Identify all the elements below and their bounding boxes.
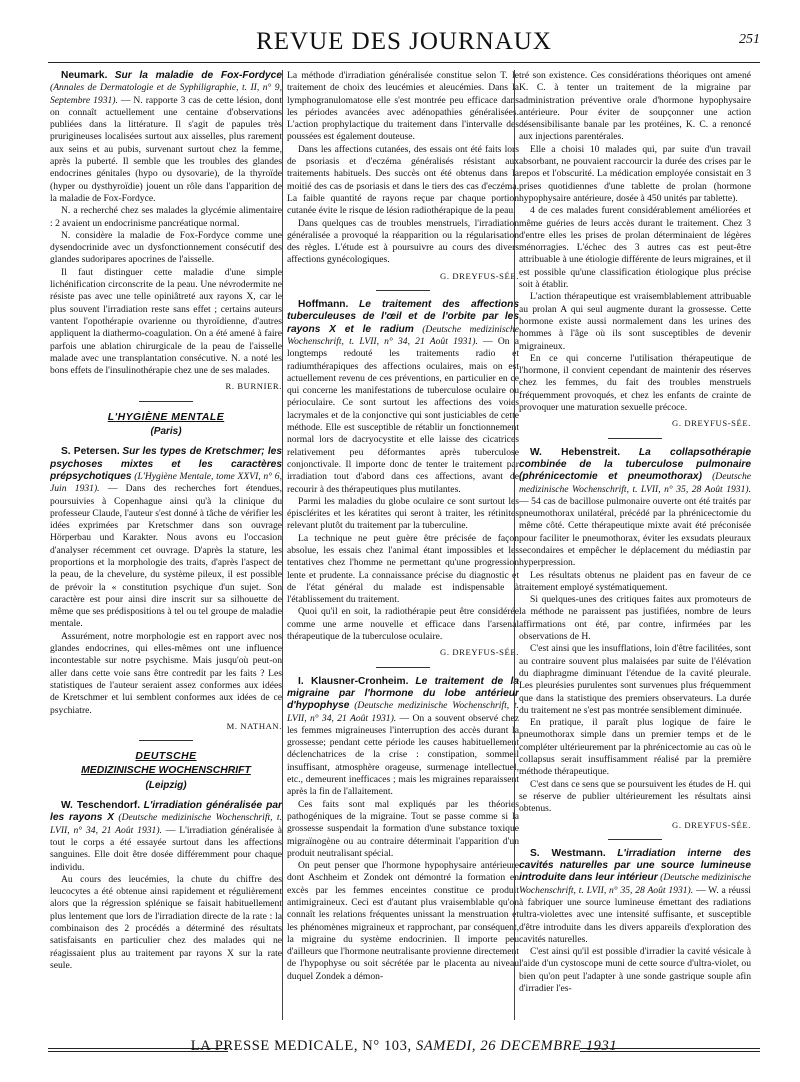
section-heading-hygiene-mentale xyxy=(50,412,282,439)
section-place: (Leipzig) xyxy=(145,779,187,791)
article-title: L'irradiation interne des cavités naturelles par une source lumineuse introduite dans leur intérieur xyxy=(519,847,751,884)
article-text: — 54 cas de bacillose pulmonaire ouverte ont été traités par pneumothorax unilatéral, précédé par la phrénicectomie du même côté. Cette thérapeutique mixte avait été préconisée pour faciliter le pneumothorax, éviter les exsudats pleuraux secondaires et empêcher le déplacement du médiastin par hyperpression. xyxy=(519,495,751,569)
article-author: S. Petersen. xyxy=(61,446,120,458)
footer-journal-line xyxy=(48,1038,760,1055)
article-reference: (Deutsche medizinische Wochenschrift, t. LVII, n° 34, 21 Août 1931). xyxy=(287,700,519,724)
signature: G. DREYFUS-SÉE. xyxy=(672,819,751,830)
page-footer xyxy=(48,1034,760,1064)
section-title: DEUTSCHE xyxy=(135,751,197,763)
article-hoffmann xyxy=(287,299,519,496)
paragraph: Quoi qu'il en soit, la radiothérapie peut être considérée comme une arme nouvelle et efficace dans l'arsenal thérapeutique de la tuberculose oculaire. xyxy=(287,606,519,643)
footer-rule-right xyxy=(580,1048,760,1052)
section-title: L'HYGIÈNE MENTALE xyxy=(107,411,225,423)
article-text: — Dans des recherches fort étendues, poursuivies à Copenhague ainsi qu'à la clinique du professeur Claude, l'auteur s'est donné à tâche de vérifier les idées exprimées par Kretschmer dans son ouvrage Hörperbau und Karakter. Nous avons eu l'occasion d'analyser récemment cet ouvrage. D'après la stature, les proportions et la morphologie des traits, d'après l'aspect de la peau, de la chevelure, du système pileux, il est possible de prévoir la « constitution psychique d'un sujet. Son caractère est pour ainsi dire inscrit sur sa silhouette de même que ses prédispositions à tel ou tel groupe de maladie mentale. xyxy=(50,483,282,630)
paragraph: L'action thérapeutique est vraisemblablement attribuable au prolan A qui seul augmente durant la grossesse. Cette hormone existe aussi normalement dans les urines des hommes à l'âge où ils sont susceptibles de devenir migraineux. xyxy=(519,291,751,352)
article-klausner-cronheim xyxy=(287,676,519,799)
article-title: Le traitement des affections tuberculeuses de l'œil et de l'orbite par les rayons X et le radium xyxy=(287,299,519,335)
paragraph: N. considère la maladie de Fox-Fordyce comme une dysendocrinide avec un dysfonctionnement consécutif des glandes sudoripares apocrines de l'aisselle. xyxy=(50,229,282,266)
article-title: Sur les types de Kretschmer; les psychoses mixtes et les caractères prépsychotiques xyxy=(50,446,282,482)
article-author: W. Teschendorf. xyxy=(61,800,141,812)
article-text: — On a longtemps redouté les traitements radio et radiumthérapiques des affections oculaires, mais on est actuellement revenu de ces préventions, en particulier en ce qui concerne les manifestations de tuberculose oculaire ou périoculaire. Ce sont surtout les affections des voies lacrymales et de la conjonctive qui sont justiciables de cette méthode. Elle est susceptible de rétablir un fonctionnement normal lors de dacryocystite et elle laisse des cicatrices relativement peu déformantes après tuberculose conjonctivale. Il importe donc de tenter le traitement par irradiation tout d'abord dans ces affections, avant de recourir à des thérapeutiques plus mutilantes. xyxy=(287,335,519,495)
paragraph: Au cours des leucémies, la chute du chiffre des leucocytes a été obtenue ainsi rapidement et régulièrement alors que la régression splénique se faisait habituellement plus lentement que lors de l'irradiation directe de la rate : la combinaison des 2 procédés a déterminé des résultats satisfaisants en particulier chez des malades qui ne réagissaient plus au traitement par rayons X sur la rate seule. xyxy=(50,873,282,971)
article-reference: (Deutsche medizinische Wochenschrift, t. LVII, n° 35, 28 Août 1931). xyxy=(519,471,751,495)
article-reference: (L'Hygiène Mentale, tome XXVI, n° 6, Juin 1931). xyxy=(50,470,282,495)
article-petersen xyxy=(50,446,282,630)
column-1 xyxy=(50,70,282,1022)
paragraph: En pratique, il paraît plus logique de faire le pneumothorax simple dans un premier temps et de le compléter ultérieurement par la phrénicectomie au cas où le collapsus serait insuffisamment réalisé par la première méthode thérapeutique. xyxy=(519,717,751,778)
article-reference: (Deutsche medizinische Wochenschrift, t. LVII, n° 34, 21 Août 1931). xyxy=(287,323,519,347)
article-reference: (Deutsche medizinische Wochenschrift, t. LVII, n° 34, 21 Août 1931). xyxy=(50,812,282,836)
column-rule xyxy=(282,70,283,1020)
article-text: — L'irradiation généralisée à tout le corps a été essayée surtout dans les affections sanguines. Elle doit être dosée différemment pour chaque individu. xyxy=(50,824,282,873)
separator-rule xyxy=(608,438,662,439)
paragraph: En ce qui concerne l'utilisation thérapeutique de l'hormone, il convient cependant de maintenir des réserves chez les femmes, du fait des troubles menstruels fréquemment provoqués, et chez les enfants de crainte de provoquer une maturation sexuelle précoce. xyxy=(519,352,751,414)
article-reference: (Deutsche medizinische Wochenschrift, t. LVII, n° 35, 28 Août 1931). xyxy=(519,872,751,896)
column-2 xyxy=(287,70,519,1022)
signature: G. DREYFUS-SÉE. xyxy=(672,418,751,429)
paragraph: 4 de ces malades furent considérablement améliorées et même guéries de leurs accès durant le traitement. Chez 3 d'entre elles les prises de prolan déterminaient de légères ménorragies. L'échec des 3 autres cas est peut-être attribuable à une étiologie différente de leurs migraines, et il est possible qu'une classification étiologique plus précise soit à établir. xyxy=(519,205,751,291)
footer-day: SAMEDI, xyxy=(415,1038,477,1054)
paragraph: Si quelques-unes des critiques faites aux promoteurs de la méthode ne paraissent pas justifiées, nombre de leurs affirmations ont été, par contre, infirmées par les observations de H. xyxy=(519,594,751,643)
article-neumark xyxy=(50,70,282,205)
column-rule xyxy=(514,70,515,1020)
article-author: W. Hebenstreit. xyxy=(530,446,621,458)
section-heading-deutsche-medizinische xyxy=(50,751,282,792)
article-title: Sur la maladie de Fox-Fordyce xyxy=(114,70,282,81)
section-title-line-2: MEDIZINISCHE WOCHENSCHRIFT xyxy=(81,765,251,777)
signature: G. DREYFUS-SÉE. xyxy=(440,270,519,281)
article-title: Le traitement de la migraine par l'hormone du lobe antérieur d'hypophyse xyxy=(287,675,519,712)
article-title: L'irradiation généralisée par les rayons X xyxy=(50,800,282,824)
paragraph: Assurément, notre morphologie est en rapport avec nos glandes endocrines, qui elles-mêmes ont une influence incontestable sur notre psychisme. Mais jusqu'où peut-on aller dans cette voie sans être contredit par les faits ? Les statistiques de l'auteur seraient assez conformes aux idées de Kretschmer et lui semblent conformes aux idées de ce psychiatre. xyxy=(50,630,282,716)
separator-rule xyxy=(376,667,430,668)
running-title: REVUE DES JOURNAUX xyxy=(256,28,552,55)
page-number: 251 xyxy=(739,32,760,47)
signature: G. DREYFUS-SÉE. xyxy=(440,647,519,658)
paragraph: N. a recherché chez ses malades la glycémie alimentaire : 2 avaient un endocrinisme pancréatique normal. xyxy=(50,205,282,229)
paragraph: Elle a choisi 10 malades qui, par suite d'un travail absorbant, ne pouvaient raccourcir la durée des crises par le repos et l'obscurité. La médication employée consistait en 3 prises quotidiennes d'une tablette de prolan (hormone hypophysaire antérieure, dosée à 450 unités par tablette). xyxy=(519,143,751,204)
paragraph: tré son existence. Ces considérations théoriques ont amené K. C. à tenter un traitement de la migraine par administration préventive orale d'hormone hypophysaire antérieure. Pour éviter de soupçonner une action désensibilisante banale par les protéines, K. C. a renoncé aux injections parentérales. xyxy=(519,70,751,143)
separator-rule xyxy=(139,740,193,741)
article-author: Hoffmann. xyxy=(298,299,349,311)
paragraph: La technique ne peut guère être précisée de façon absolue, les essais chez l'animal étant impossibles et les tentatives chez l'homme ne permettant qu'une progression lente et prudente. La connaissance précise du diagnostic et de l'état général du malade est indispensable à l'établissement du traitement. xyxy=(287,532,519,606)
article-title: La collapsothérapie combinée de la tuberculose pulmonaire (phrénicectomie et pneumothorax) xyxy=(519,446,751,483)
footer-journal: LA PRESSE MEDICALE, N° 103, xyxy=(190,1038,412,1054)
running-head xyxy=(48,28,760,58)
paragraph: C'est ainsi qu'il est possible d'irradier la cavité vésicale à l'aide d'un cystoscope muni de cette source d'ultra-violet, ou bien qu'on peut l'adapter à une sonde gastrique souple afin d'irradier l'es- xyxy=(519,946,751,995)
paragraph: Parmi les maladies du globe oculaire ce sont surtout les épisclérites et les kératites qui seront à traiter, les rétinites relevant plutôt du traitement par la tuberculine. xyxy=(287,495,519,532)
paragraph: Dans quelques cas de troubles menstruels, l'irradiation généralisée a provoqué la réapparition ou la régularisation des règles. L'étude est à poursuivre au cours des divers affections gynécologiques. xyxy=(287,217,519,266)
article-text: — N. rapporte 3 cas de cette lésion, dont on connaît actuellement une centaine d'observations publiées dans la littérature. Il s'agit de papules très prurigineuses localisées surtout aux aisselles, plus rarement aux seins et au pubis, survenant surtout chez la femme, après la puberté. Il semble que les troubles des glandes endocrines génitales (hypo ou dysovarie), de la thyroïde (hyper ou dysthyroïdie) jouent un rôle dans l'apparition de la maladie de Fox-Fordyce. xyxy=(50,94,282,204)
paragraph: On peut penser que l'hormone hypophysaire antérieure dont Aschheim et Zondek ont démontré la formation en excès par les femmes enceintes constitue ce produit antimigraineux. Ceci est d'autant plus vraisemblable qu'on connaît les relations fréquentes unissant la menstruation et les phénomènes migraineux et rapprochant, par conséquent, la migraine du système endocrinien. Il importe peu d'ailleurs que l'hormone neutralisante provienne directement de l'hypophyse ou soit sécrétée par le placenta au niveau duquel Zondek a démon- xyxy=(287,860,519,982)
article-author: I. Klausner-Cronheim. xyxy=(298,675,409,687)
article-westmann xyxy=(519,848,751,946)
article-text: — On a souvent observé chez les femmes migraineuses l'interruption des accès durant la grossesse; pendant cette période les causes habituellement déclenchatrices de la crise : constipation, sommeil insuffisant, atmosphère orageuse, surmenage intellectuel, etc., demeurent inefficaces ; mais les migraines reparaissent après la fin de l'allaitement. xyxy=(287,712,519,798)
article-author: Neumark. xyxy=(61,70,108,81)
paragraph: Ces faits sont mal expliqués par les théories pathogéniques de la migraine. Tout se passe comme si la grossesse suspendait la formation d'une substance toxique migraïnogène ou au contraire déterminait l'apparition d'un produit neutralisant spécial. xyxy=(287,798,519,859)
paragraph: C'est dans ce sens que se poursuivent les études de H. qui se réserve de publier ultérieurement les résultats ainsi obtenus. xyxy=(519,778,751,815)
separator-rule xyxy=(608,839,662,840)
paragraph: Les résultats obtenus ne plaident pas en faveur de ce traitement employé systématiquement. xyxy=(519,569,751,593)
paragraph: Dans les affections cutanées, des essais ont été faits lors de psoriasis et d'eczéma généralisés résistant aux traitements habituels. Des succès ont été obtenus dans la moitié des cas de psoriasis et dans le tiers des cas d'eczéma. La faible quantité de rayons reçue par chaque portion cutanée évite le risque de lésion radiothérapique de la peau. xyxy=(287,143,519,217)
paragraph: C'est ainsi que les insufflations, loin d'être facilitées, sont au contraire souvent plus malaisées par suite de l'élévation du diaphragme diminuant l'étendue de la cavité pleurale. Les pleurésies purulentes sont survenues plus fréquemment que dans la statistique des premiers observateurs. La durée du traitement ne s'est pas montrée sensiblement diminuée. xyxy=(519,643,751,716)
section-place: (Paris) xyxy=(150,426,182,438)
paragraph: Il faut distinguer cette maladie d'une simple lichénification circonscrite de la peau. Une névrodermite ne résiste pas avec une telle opiniâtreté aux rayons X, car le plus souvent l'irradiation reste sans effet ; certains auteurs vantent l'opothérapie ovarienne ou thyroïdienne, d'autres appliquent la diathermo-coagulation. On a été amené à faire parfois une ablation chirurgicale de la peau de l'aisselle malade avec une transplantation consécutive. N. a noté les bons effets de l'insulinothérapie chez une de ses malades. xyxy=(50,266,282,377)
article-text: — W. a réussi à fabriquer une source lumineuse émettant des radiations ultra-violettes avec une intensité suffisante, et susceptible d'être introduite dans les divers appareils d'exploration des cavités naturelles. xyxy=(519,884,751,945)
separator-rule xyxy=(376,290,430,291)
column-3 xyxy=(519,70,751,1022)
article-hebenstreit xyxy=(519,447,751,570)
article-author: S. Westmann. xyxy=(530,847,606,859)
header-rule xyxy=(48,62,760,63)
signature: M. NATHAN. xyxy=(226,720,282,731)
separator-rule xyxy=(139,401,193,402)
footer-date: 26 DECEMBRE 1931 xyxy=(480,1038,618,1054)
article-reference: (Annales de Dermatologie et de Syphiligraphie, t. II, n° 9, Septembre 1931). xyxy=(50,82,282,106)
paragraph: La méthode d'irradiation généralisée constitue selon T. le traitement de choix des leucémies et aleucémies. Dans la lymphogranulomatose elle s'est montrée peu efficace dans les périodes avancées avec adénopathies généralisées. L'action prophylactique du traitement dans l'intervalle des poussées est également douteuse. xyxy=(287,70,519,143)
article-teschendorf xyxy=(50,800,282,874)
signature: R. BURNIER. xyxy=(225,381,282,392)
